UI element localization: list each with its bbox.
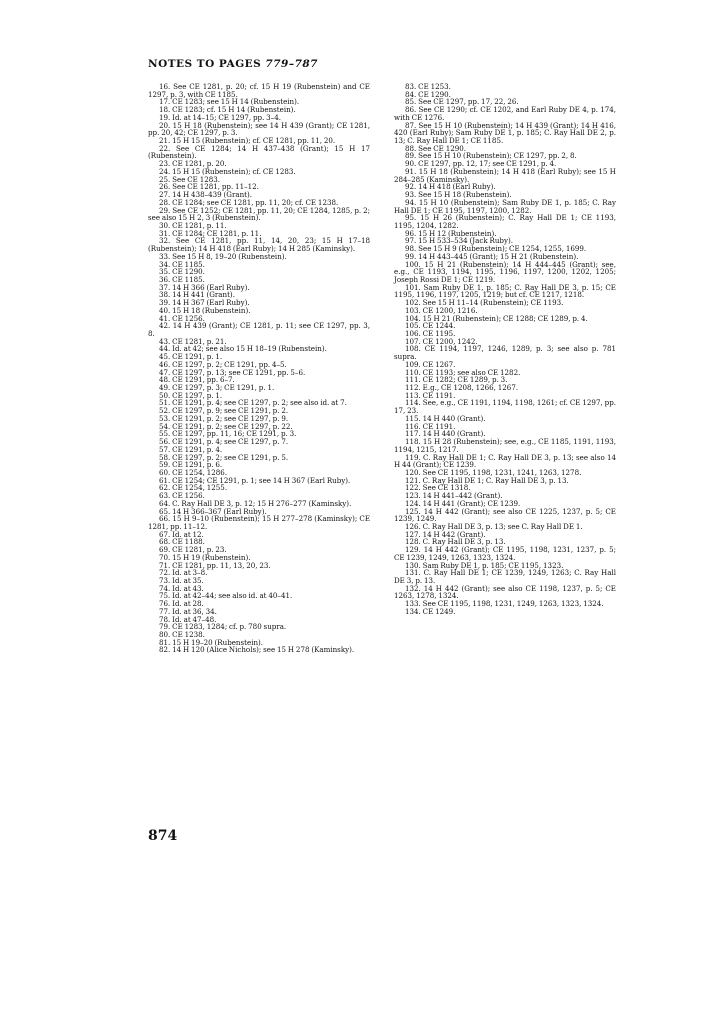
footnote: 124. 14 H 441 (Grant); CE 1239. bbox=[405, 498, 521, 508]
footnote: 87. See 15 H 10 (Rubenstein); 14 H 439 (Grant); 14 H 416, 420 (Earl Ruby); Sam Ruby DE 1, p. 185; C. Ray Hall DE 2, p. 13; C. Ray Hall DE 1; CE 1185. bbox=[394, 120, 616, 146]
footnote: 23. CE 1281, p. 20. bbox=[159, 159, 227, 169]
footnote: 53. CE 1291, p. 2; see CE 1297, p. 9. bbox=[159, 413, 289, 423]
footnote: 72. Id. at 3–8. bbox=[159, 568, 208, 578]
footnote: 120. See CE 1195, 1198, 1231, 1241, 1263, 1278. bbox=[405, 467, 582, 477]
footnote: 56. CE 1291, p. 4; see CE 1297, p. 7. bbox=[159, 437, 289, 447]
footnote: 54. CE 1291, p. 2; see CE 1297, p. 22. bbox=[159, 421, 293, 431]
footnote: 20. 15 H 18 (Rubenstein); see 14 H 439 (Grant); CE 1281, pp. 20, 42; CE 1297, p. 3. bbox=[148, 120, 370, 138]
footnote: 27. 14 H 438–439 (Grant). bbox=[159, 190, 253, 200]
footnote: 118. 15 H 28 (Rubenstein); see, e.g., CE 1185, 1191, 1193, 1194, 1215, 1217. bbox=[394, 437, 616, 454]
footnote: 18. CE 1283; cf. 15 H 14 (Rubenstein). bbox=[159, 105, 296, 115]
footnote: 63. CE 1256. bbox=[159, 491, 205, 501]
running-head-pages: 779–787 bbox=[265, 58, 318, 70]
footnote: 31. CE 1284; CE 1281, p. 11. bbox=[159, 228, 262, 238]
footnote: 35. CE 1290. bbox=[159, 267, 205, 277]
footnote: 80. CE 1238. bbox=[159, 630, 205, 640]
footnote: 55. CE 1297, pp. 11, 16; CE 1291, p. 3. bbox=[159, 429, 297, 439]
footnote: 43. CE 1281, p. 21. bbox=[159, 336, 227, 346]
footnote: 111. CE 1282; CE 1289, p. 3. bbox=[405, 375, 508, 385]
footnote: 29. See CE 1252; CE 1281, pp. 11, 20; CE 1284, 1285, p. 2; see also 15 H 2, 3 (Rubenstein). bbox=[148, 205, 370, 223]
footnote: 58. CE 1297, p. 2; see CE 1291, p. 5. bbox=[159, 452, 289, 462]
footnote: 69. CE 1281, p. 23. bbox=[159, 545, 227, 555]
footnote: 98. See 15 H 9 (Rubenstein); CE 1254, 1255, 1699. bbox=[405, 244, 587, 254]
footnote: 46. CE 1297, p. 2; CE 1291, pp. 4–5. bbox=[159, 359, 287, 369]
footnote: 102. See 15 H 11–14 (Rubenstein); CE 1193. bbox=[405, 298, 564, 308]
footnote: 76. Id. at 28. bbox=[159, 599, 204, 609]
footnote: 77. Id. at 36, 34. bbox=[159, 606, 217, 616]
footnote: 45. CE 1291, p. 1. bbox=[159, 352, 223, 362]
footnote: 122. See CE 1318. bbox=[405, 483, 471, 493]
running-head-prefix: NOTES TO PAGES bbox=[148, 58, 266, 70]
running-head bbox=[148, 58, 318, 70]
footnote: 34. CE 1185. bbox=[159, 259, 205, 269]
footnote: 84. CE 1290. bbox=[405, 89, 451, 99]
footnote: 66. 15 H 9–10 (Rubenstein); 15 H 277–278 (Kaminsky); CE 1281, pp. 11–12. bbox=[148, 514, 370, 531]
footnote: 73. Id. at 35. bbox=[159, 576, 204, 585]
footnote: 60. CE 1254, 1286. bbox=[159, 467, 228, 477]
notes-column-right bbox=[394, 83, 616, 616]
footnote: 50. CE 1297, p. 1. bbox=[159, 390, 223, 400]
footnote: 78. Id. at 47–48. bbox=[159, 614, 217, 624]
footnote: 99. 14 H 443–445 (Grant); 15 H 21 (Rubenstein). bbox=[405, 251, 579, 261]
footnote: 88. See CE 1290. bbox=[405, 143, 467, 153]
footnote: 38. 14 H 441 (Grant). bbox=[159, 290, 235, 300]
footnote: 41. CE 1256. bbox=[159, 313, 205, 323]
footnote: 64. C. Ray Hall DE 3, p. 12; 15 H 276–277 (Kaminsky). bbox=[159, 498, 352, 508]
footnote: 62. CE 1254, 1255. bbox=[159, 483, 228, 493]
footnote: 112. E.g., CE 1208, 1266, 1267. bbox=[405, 383, 519, 393]
footnote: 114. See, e.g., CE 1191, 1194, 1198, 1261; cf. CE 1297, pp. 17, 23. bbox=[394, 398, 616, 416]
page-number: 874 bbox=[148, 828, 178, 844]
footnote: 74. Id. at 43. bbox=[159, 583, 204, 593]
footnote: 133. See CE 1195, 1198, 1231, 1249, 1263, 1323, 1324. bbox=[405, 599, 604, 609]
footnote: 71. CE 1281, pp. 11, 13, 20, 23. bbox=[159, 560, 271, 570]
footnote: 42. 14 H 439 (Grant); CE 1281, p. 11; see CE 1297, pp. 3, 8. bbox=[148, 321, 370, 338]
footnote: 134. CE 1249. bbox=[405, 606, 456, 616]
footnote: 68. CE 1188. bbox=[159, 537, 205, 547]
footnote: 49. CE 1297, p. 3; CE 1291, p. 1. bbox=[159, 383, 275, 393]
footnote: 116. CE 1191. bbox=[405, 421, 456, 431]
footnote: 91. 15 H 18 (Rubenstein); 14 H 418 (Earl Ruby); see 15 H 284–285 (Kaminsky). bbox=[394, 166, 616, 184]
footnote: 16. See CE 1281, p. 20; cf. 15 H 19 (Rubenstein) and CE 1297, p. 3, with CE 1185. bbox=[148, 82, 370, 99]
footnote: 126. C. Ray Hall DE 3, p. 13; see C. Ray Hall DE 1. bbox=[405, 521, 583, 531]
footnote: 47. CE 1297, p. 13; see CE 1291, pp. 5–6. bbox=[159, 367, 306, 377]
footnote: 132. 14 H 442 (Grant); see also CE 1198, 1237, p. 5; CE 1263, 1278, 1324. bbox=[394, 583, 616, 601]
footnote: 83. CE 1253. bbox=[405, 82, 451, 91]
footnote: 121. C. Ray Hall DE 1; C. Ray Hall DE 3, p. 13. bbox=[405, 475, 569, 485]
footnote: 79. CE 1283, 1284; cf. p. 780 supra. bbox=[159, 622, 287, 632]
footnote: 100. 15 H 21 (Rubenstein); 14 H 444–445 (Grant); see, e.g., CE 1193, 1194, 1195, 1196, 1197, 1200, 1202, 1205; Joseph Rossi DE 1; CE 1219. bbox=[394, 259, 616, 284]
footnote: 115. 14 H 440 (Grant). bbox=[405, 413, 486, 423]
footnote: 59. CE 1291, p. 6. bbox=[159, 460, 223, 470]
footnote: 130. Sam Ruby DE 1, p. 185; CE 1195, 1323. bbox=[405, 560, 564, 570]
footnote: 123. 14 H 441–442 (Grant). bbox=[405, 491, 503, 501]
footnote: 25. See CE 1283. bbox=[159, 174, 221, 184]
footnote: 86. See CE 1290; cf. CE 1202, and Earl Ruby DE 4, p. 174, with CE 1276. bbox=[394, 105, 616, 122]
footnote: 37. 14 H 366 (Earl Ruby). bbox=[159, 282, 250, 292]
footnote: 40. 15 H 18 (Rubenstein). bbox=[159, 305, 251, 315]
footnote: 52. CE 1297, p. 9; see CE 1291, p. 2. bbox=[159, 406, 289, 416]
footnote: 17. CE 1283; see 15 H 14 (Rubenstein). bbox=[159, 97, 300, 107]
footnote: 117. 14 H 440 (Grant). bbox=[405, 429, 486, 439]
footnote: 48. CE 1291, pp. 6–7. bbox=[159, 375, 235, 385]
footnote: 127. 14 H 442 (Grant). bbox=[405, 529, 486, 539]
footnote: 95. 15 H 26 (Rubenstein); C. Ray Hall DE 1; CE 1193, 1195, 1204, 1282. bbox=[394, 213, 616, 230]
footnote: 93. See 15 H 18 (Rubenstein). bbox=[405, 190, 512, 200]
footnote: 109. CE 1267. bbox=[405, 359, 456, 369]
footnote: 113. CE 1191. bbox=[405, 390, 456, 400]
footnote: 51. CE 1291, p. 4; see CE 1297, p. 2; see also id. at 7. bbox=[159, 398, 347, 408]
footnote: 110. CE 1193; see also CE 1282. bbox=[405, 367, 521, 377]
footnote: 90. CE 1297, pp. 12, 17; see CE 1291, p. 4. bbox=[405, 159, 557, 169]
footnote: 94. 15 H 10 (Rubenstein); Sam Ruby DE 1, p. 185; C. Ray Hall DE 1; CE 1195, 1197, 1200, 1282. bbox=[394, 197, 616, 215]
footnote: 85. See CE 1297, pp. 17, 22, 26. bbox=[405, 97, 519, 107]
footnote: 57. CE 1291, p. 4. bbox=[159, 444, 223, 454]
footnote: 81. 15 H 19–20 (Rubenstein). bbox=[159, 637, 264, 647]
footnote: 106. CE 1195. bbox=[405, 329, 456, 338]
footnote: 82. 14 H 120 (Alice Nichols); see 15 H 278 (Kaminsky). bbox=[159, 645, 355, 655]
footnote: 39. 14 H 367 (Earl Ruby). bbox=[159, 298, 250, 308]
footnote: 44. Id. at 42; see also 15 H 18–19 (Rubenstein). bbox=[159, 344, 327, 354]
footnote: 67. Id. at 12. bbox=[159, 529, 204, 539]
footnote: 65. 14 H 366–367 (Earl Ruby). bbox=[159, 506, 267, 516]
footnote: 101. Sam Ruby DE 1, p. 185; C. Ray Hall DE 3, p. 15; CE 1195, 1196, 1197, 1205, 1219; but cf. CE 1217, 1218. bbox=[394, 282, 616, 300]
footnote: 22. See CE 1284; 14 H 437–438 (Grant); 15 H 17 (Rubenstein). bbox=[148, 143, 370, 161]
footnote: 125. 14 H 442 (Grant); see also CE 1225, 1237, p. 5; CE 1239, 1249. bbox=[394, 506, 616, 524]
footnote: 24. 15 H 15 (Rubenstein); cf. CE 1283. bbox=[159, 166, 296, 176]
footnote: 103. CE 1200, 1216. bbox=[405, 305, 478, 315]
footnote: 70. 15 H 19 (Rubenstein). bbox=[159, 552, 251, 562]
footnote: 128. C. Ray Hall DE 3, p. 13. bbox=[405, 537, 506, 547]
footnote: 97. 15 H 533–534 (Jack Ruby). bbox=[405, 236, 513, 246]
footnote: 21. 15 H 15 (Rubenstein); cf. CE 1281, pp. 11, 20. bbox=[159, 136, 336, 146]
footnote: 96. 15 H 12 (Rubenstein). bbox=[405, 228, 497, 238]
footnote: 61. CE 1254; CE 1291, p. 1; see 14 H 367 (Earl Ruby). bbox=[159, 475, 351, 485]
footnote: 19. Id. at 14–15; CE 1297, pp. 3–4. bbox=[159, 112, 282, 122]
footnote: 33. See 15 H 8, 19–20 (Rubenstein). bbox=[159, 251, 287, 261]
footnote: 105. CE 1244. bbox=[405, 321, 456, 331]
footnote: 26. See CE 1281, pp. 11–12. bbox=[159, 182, 259, 192]
footnote: 107. CE 1200, 1242. bbox=[405, 336, 478, 346]
footnote: 30. CE 1281, p. 11. bbox=[159, 220, 227, 230]
footnote: 108. CE 1194, 1197, 1246, 1289, p. 3; see also p. 781 supra. bbox=[394, 344, 616, 362]
footnote: 131. C. Ray Hall DE 1; CE 1239, 1249, 1263; C. Ray Hall DE 3, p. 13. bbox=[394, 568, 616, 585]
footnote: 104. 15 H 21 (Rubenstein); CE 1288; CE 1289, p. 4. bbox=[405, 313, 588, 323]
footnote: 28. CE 1284; see CE 1281, pp. 11, 20; cf. CE 1238. bbox=[159, 197, 339, 207]
footnote: 119. C. Ray Hall DE 1; C. Ray Hall DE 3, p. 13; see also 14 H 44 (Grant); CE 1239. bbox=[394, 452, 616, 470]
footnote: 32. See CE 1281, pp. 11, 14, 20, 23; 15 H 17–18 (Rubenstein); 14 H 418 (Earl Ruby); 14 H 285 (Kaminsky). bbox=[148, 236, 370, 254]
footnote: 92. 14 H 418 (Earl Ruby). bbox=[405, 182, 496, 192]
footnote: 89. See 15 H 10 (Rubenstein); CE 1297, pp. 2, 8. bbox=[405, 151, 577, 161]
notes-column-left bbox=[148, 83, 370, 654]
footnote: 36. CE 1185. bbox=[159, 274, 205, 284]
footnote: 129. 14 H 442 (Grant); CE 1195, 1198, 1231, 1237, p. 5; CE 1239, 1249, 1263, 1323, 1324. bbox=[394, 545, 616, 562]
footnote: 75. Id. at 42–44; see also id. at 40–41. bbox=[159, 591, 293, 601]
